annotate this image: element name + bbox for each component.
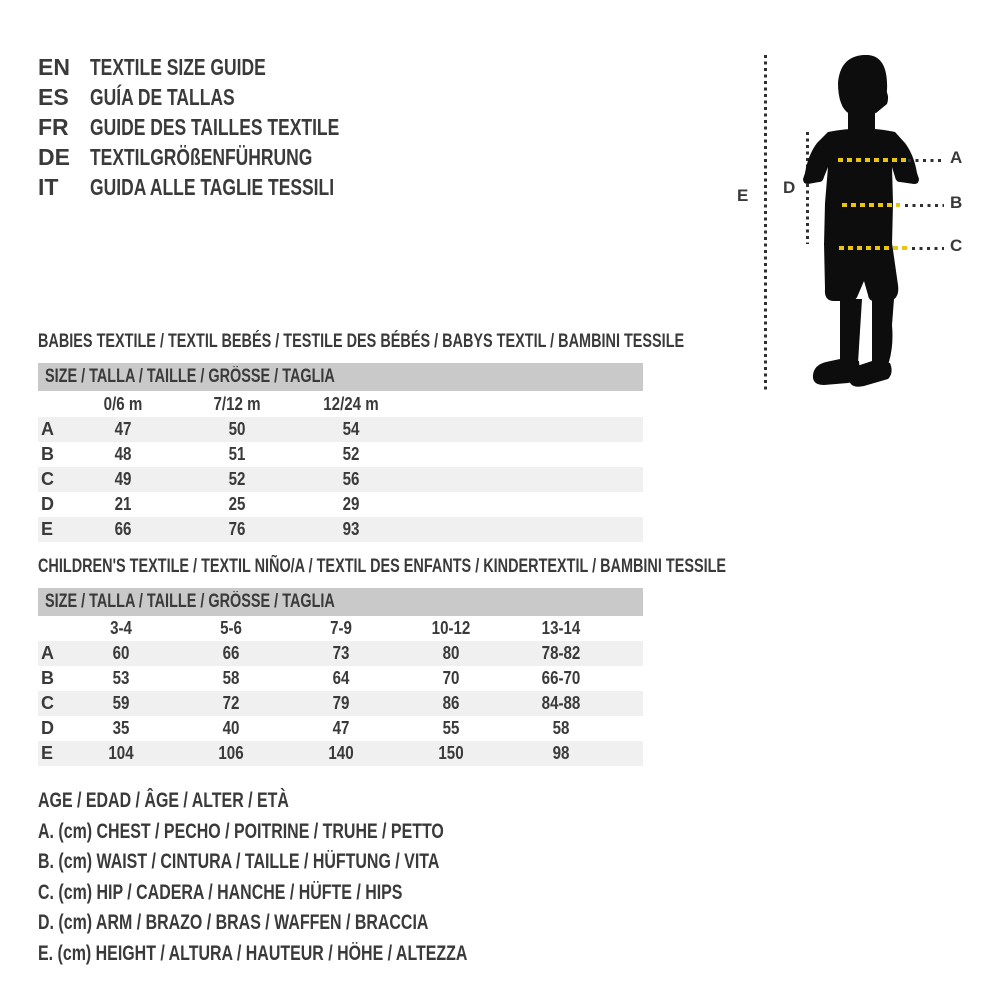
row-label: C: [41, 693, 54, 713]
language-row-fr: [38, 112, 418, 142]
language-code: EN: [38, 54, 70, 80]
table-cell: 56: [342, 469, 360, 489]
table-cell: 60: [112, 643, 130, 663]
language-code: FR: [38, 114, 69, 140]
table-cell: 47: [114, 419, 132, 439]
table-cell: 66-70: [541, 668, 581, 688]
legend-line-chest: A. (cm) CHEST / PECHO / POITRINE / TRUHE / PETTO: [38, 819, 444, 843]
row-label: E: [41, 519, 54, 539]
legend-line-height: E. (cm) HEIGHT / ALTURA / HAUTEUR / HÖHE / ALTEZZA: [38, 941, 468, 965]
table-cell: 21: [114, 494, 132, 514]
language-code: DE: [38, 144, 70, 170]
row-label: A: [41, 643, 54, 663]
hip-measure-line: [839, 246, 909, 250]
table-cell: 59: [112, 693, 130, 713]
babies-size-table: [38, 392, 643, 542]
height-measure-label: E: [737, 186, 749, 205]
column-header: 7/12 m: [213, 394, 261, 414]
table-row: [38, 716, 643, 741]
babies-section-title: BABIES TEXTILE / TEXTIL BEBÉS / TESTILE DES BÉBÉS / BABYS TEXTIL / BAMBINI TESSILE: [38, 331, 685, 352]
height-measure-line: [764, 55, 767, 393]
children-column-header-row: [38, 616, 643, 641]
column-header: 0/6 m: [103, 394, 143, 414]
table-cell: 80: [442, 643, 460, 663]
table-cell: 40: [222, 718, 240, 738]
table-cell: 58: [222, 668, 240, 688]
table-cell: 78-82: [541, 643, 581, 663]
table-cell: 48: [114, 444, 132, 464]
table-row: [38, 641, 643, 666]
column-header: 7-9: [330, 618, 352, 638]
guide-title: GUIDE DES TAILLES TEXTILE: [90, 114, 340, 140]
table-row: [38, 417, 643, 442]
babies-size-header-bar: SIZE / TALLA / TAILLE / GRÖSSE / TAGLIA: [38, 363, 643, 391]
table-cell: 106: [218, 743, 244, 763]
guide-title: GUIDA ALLE TAGLIE TESSILI: [90, 174, 335, 200]
language-row-de: [38, 142, 418, 172]
children-size-table: [38, 616, 643, 766]
table-cell: 79: [332, 693, 350, 713]
hip-measure-leader: [912, 247, 944, 250]
table-cell: 93: [342, 519, 360, 539]
legend-line-arm: D. (cm) ARM / BRAZO / BRAS / WAFFEN / BRACCIA: [38, 911, 429, 934]
table-cell: 66: [114, 519, 132, 539]
table-cell: 58: [552, 718, 570, 738]
legend-line-hip: C. (cm) HIP / CADERA / HANCHE / HÜFTE / HIPS: [38, 880, 403, 904]
row-label: C: [41, 469, 54, 489]
guide-title: GUÍA DE TALLAS: [90, 84, 235, 110]
table-cell: 98: [552, 743, 570, 763]
babies-column-header-row: [38, 392, 643, 417]
measurement-legend: [38, 786, 603, 969]
column-header: 10-12: [431, 618, 471, 638]
table-row: [38, 741, 643, 766]
column-header: 5-6: [220, 618, 242, 638]
table-row: [38, 666, 643, 691]
chest-measure-label: A: [950, 148, 963, 167]
table-cell: 51: [228, 444, 246, 464]
table-cell: 64: [332, 668, 350, 688]
table-cell: 104: [108, 743, 134, 763]
table-cell: 73: [332, 643, 350, 663]
table-cell: 49: [114, 469, 132, 489]
table-cell: 55: [442, 718, 460, 738]
column-header: 3-4: [110, 618, 132, 638]
language-row-it: [38, 172, 418, 202]
guide-title: TEXTILE SIZE GUIDE: [90, 54, 266, 80]
table-cell: 66: [222, 643, 240, 663]
table-cell: 84-88: [541, 693, 581, 713]
row-label: B: [41, 444, 54, 464]
table-cell: 53: [112, 668, 130, 688]
language-row-en: [38, 52, 418, 82]
chest-measure-leader: [908, 159, 944, 162]
table-cell: 52: [342, 444, 360, 464]
table-row: [38, 467, 643, 492]
column-header: 12/24 m: [323, 394, 379, 414]
row-label: D: [41, 494, 54, 514]
row-label: E: [41, 743, 54, 763]
table-row: [38, 442, 643, 467]
chest-measure-line: [838, 158, 906, 162]
table-cell: 52: [228, 469, 246, 489]
language-title-list: [38, 52, 418, 202]
table-cell: 70: [442, 668, 460, 688]
language-code: ES: [38, 84, 69, 110]
child-silhouette: [788, 55, 938, 390]
table-cell: 86: [442, 693, 460, 713]
legend-line-waist: B. (cm) WAIST / CINTURA / TAILLE / HÜFTUNG / VITA: [38, 850, 440, 873]
table-cell: 150: [438, 743, 464, 763]
table-cell: 50: [228, 419, 246, 439]
row-label: A: [41, 419, 54, 439]
table-row: [38, 691, 643, 716]
table-row: [38, 492, 643, 517]
table-cell: 25: [228, 494, 246, 514]
hip-measure-label: C: [950, 236, 963, 255]
row-label: B: [41, 668, 54, 688]
children-size-header-bar: SIZE / TALLA / TAILLE / GRÖSSE / TAGLIA: [38, 588, 643, 616]
table-cell: 54: [342, 419, 360, 439]
table-cell: 47: [332, 718, 350, 738]
language-row-es: [38, 82, 418, 112]
column-header: 13-14: [541, 618, 581, 638]
children-section-title: CHILDREN'S TEXTILE / TEXTIL NIÑO/A / TEXTIL DES ENFANTS / KINDERTEXTIL / BAMBINI TESSILE: [38, 556, 727, 577]
guide-title: TEXTILGRÖßENFÜHRUNG: [90, 144, 313, 170]
table-cell: 140: [328, 743, 354, 763]
table-cell: 76: [228, 519, 246, 539]
legend-line-age: AGE / EDAD / ÂGE / ALTER / ETÀ: [38, 789, 289, 812]
table-cell: 29: [342, 494, 360, 514]
waist-measure-line: [842, 203, 900, 207]
row-label: D: [41, 718, 54, 738]
table-cell: 35: [112, 718, 130, 738]
table-row: [38, 517, 643, 542]
arm-measure-label: D: [783, 178, 796, 197]
waist-measure-leader: [905, 204, 944, 207]
table-cell: 72: [222, 693, 240, 713]
waist-measure-label: B: [950, 193, 963, 212]
language-code: IT: [38, 174, 59, 200]
